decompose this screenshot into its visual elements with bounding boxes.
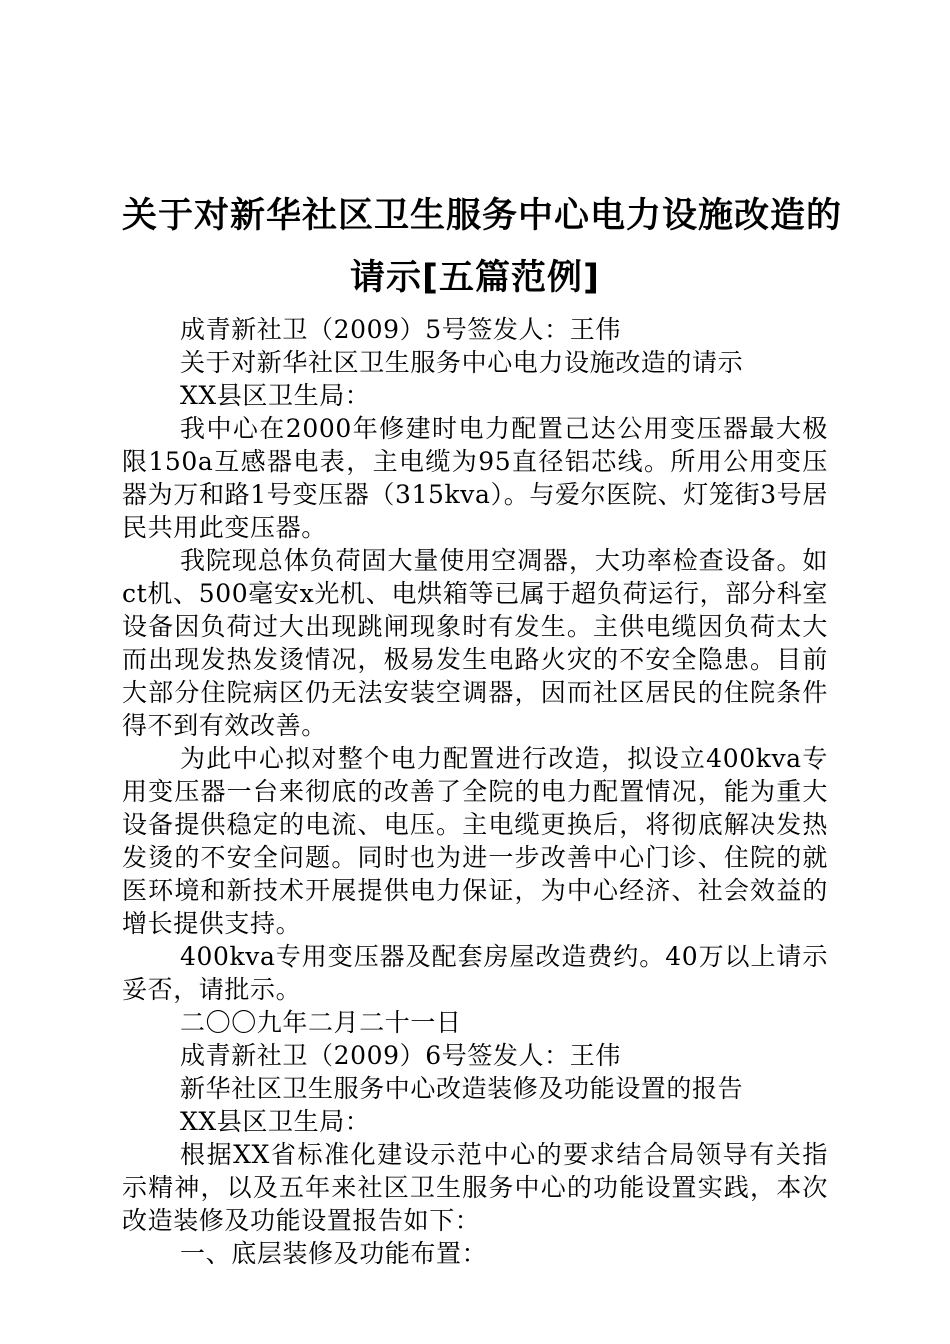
body-paragraph: 根据XX省标准化建设示范中心的要求结合局领导有关指示精神，以及五年来社区卫生服务中心的功能设置实践，本次改造装修及功能设置报告如下： <box>122 1140 828 1235</box>
subtitle-report: 新华社区卫生服务中心改造装修及功能设置的报告 <box>180 1074 744 1103</box>
addressee-1: XX县区卫生局： <box>180 381 371 410</box>
body-paragraph: 我院现总体负荷固大量使用空凋器，大功率检查设备。如ct机、500毫安x光机、电烘箱等已属于超负荷运行，部分科室设备因负荷过大出现跳闸现象时有发生。主供电缆因负荷太大而出现发热发烫情况，极易发生电路火灾的不安全隐患。目前大部分住院病区仍无法安装空调器，因而社区居民的住院条件得不到有效改善。 <box>122 546 828 740</box>
title-line-1: 关于对新华社区卫生服务中心电力设施改造的 <box>122 196 843 236</box>
document-date: 二〇〇九年二月二十一日 <box>180 1008 462 1037</box>
body-paragraph: 400kva专用变压器及配套房屋改造费约。40万以上请示妥否，请批示。 <box>122 942 828 1004</box>
document-number-1: 成青新社卫（2009）5号签发人：王伟 <box>180 315 621 344</box>
body-paragraph: 为此中心拟对整个电力配置进行改造，拟设立400kva专用变压器一台来彻底的改善了全院的电力配置情况，能为重大设备提供稳定的电流、电压。主电缆更换后，将彻底解决发热发烫的不安全问题。同时也为进一步改善中心门诊、住院的就医环境和新技术开展提供电力保证，为中心经济、社会效益的增长提供支持。 <box>122 744 828 938</box>
section-heading: 一、底层装修及功能布置： <box>180 1239 488 1268</box>
addressee-2: XX县区卫生局： <box>180 1107 371 1136</box>
document-title <box>122 185 843 309</box>
subtitle-request: 关于对新华社区卫生服务中心电力设施改造的请示 <box>180 348 744 377</box>
body-paragraph: 我中心在2000年修建时电力配置己达公用变压器最大极限150a互感器电表，主电缆为95直径铝芯线。所用公用变压器为万和路1号变压器（315kva）。与爱尔医院、灯笼街3号居民共用此变压器。 <box>122 414 828 542</box>
document-number-2: 成青新社卫（2009）6号签发人：王伟 <box>180 1041 621 1070</box>
title-line-2: 请示[五篇范例] <box>350 258 600 298</box>
